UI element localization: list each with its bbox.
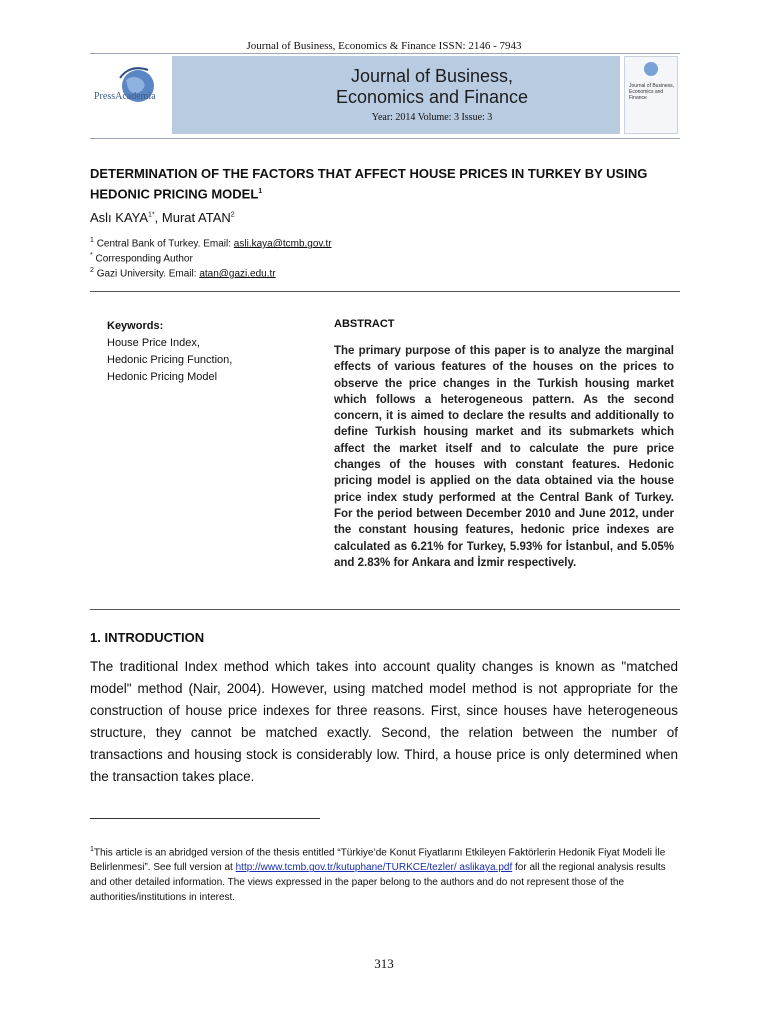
aff2-text: Gazi University. Email: <box>96 268 200 280</box>
title-footnote-mark: 1 <box>258 188 263 195</box>
footnote-thesis-link[interactable]: http://www.tcmb.gov.tr/kutuphane/TURKCE/tezler/ aslikaya.pdf <box>235 862 513 874</box>
introduction-heading: 1. INTRODUCTION <box>90 630 205 645</box>
aff-corr-text: Corresponding Author <box>95 253 193 265</box>
author-2-marks: 2 <box>230 211 235 219</box>
divider-top <box>90 291 680 292</box>
cover-globe-icon <box>625 57 677 81</box>
affiliation-1 <box>90 237 332 249</box>
abstract-text: The primary purpose of this paper is to analyze the marginal effects of various features of the houses on the prices to observe the price changes in the Turkish housing market which follows a heterogeneous pattern. As the second concern, it is aimed to declare the results and additionally to define Turkish housing market and its submarkets which affect the market itself and to calculate the pure price changes of the houses with constant features. Hedonic pricing model is applied on the data obtained via the house price index study performed at the Central Bank of Turkey. For the period between December 2010 and June 2012, under the constant housing features, hedonic price indexes are calculated as 6.21% for Turkey, 5.93% for İstanbul, and 5.05% and 2.83% for Ankara and İzmir respectively. <box>334 345 674 569</box>
author-separator: , <box>154 210 162 225</box>
journal-name <box>282 66 582 108</box>
issue-info: Year: 2014 Volume: 3 Issue: 3 <box>371 112 493 123</box>
keyword-item: Hedonic Pricing Function, <box>107 354 233 366</box>
cover-title: Journal of Business, Economics and Finance <box>629 83 675 101</box>
affiliation-2 <box>90 267 276 279</box>
press-academia-logo <box>90 56 170 136</box>
abstract-heading: ABSTRACT <box>334 318 395 330</box>
keyword-item: House Price Index, <box>107 337 200 349</box>
footnote-text-after: for all the regional analysis results and other detailed information. The views expressed in the paper belong to the authors and do not represent those of the authorities/institutions in interest. <box>90 862 666 904</box>
aff1-mark: 1 <box>90 237 94 244</box>
authors <box>90 210 235 225</box>
journal-name-line1: Journal of Business, <box>350 66 514 86</box>
footnote-text-before: This article is an abridged version of the thesis entitled “Türkiye’de Konut Fiyatlarını Etkileyen Faktörlerin Hedonik Fiyat Modeli İle Belirlenmesi”. See full version at <box>90 847 666 874</box>
author-1-marks: 1* <box>148 211 155 219</box>
journal-issn-line: Journal of Business, Economics & Finance ISSN: 2146 - 7943 <box>246 40 522 52</box>
introduction-text: The traditional Index method which takes into account quality changes is known as "matched model" method (Nair, 2004). However, using matched model method is not appropriate for the construction of house price indexes for three reasons. First, since houses have heterogeneous structure, they cannot be matched exactly. Second, the relation between the number of transactions and housing stock is considerably low. Third, a house price is only determined when the transaction takes place. <box>90 659 678 784</box>
affiliation-corresponding <box>90 252 193 264</box>
paper-title-text: DETERMINATION OF THE FACTORS THAT AFFECT HOUSE PRICES IN TURKEY BY USING HEDONIC PRICING MODEL <box>90 166 648 202</box>
paper-title <box>90 165 670 203</box>
aff1-text: Central Bank of Turkey. Email: <box>96 238 234 250</box>
author-2: Murat ATAN <box>161 210 231 225</box>
journal-title-panel <box>172 56 620 134</box>
keywords-block <box>107 318 232 386</box>
journal-cover-thumbnail <box>624 56 678 134</box>
footnote-rule <box>90 818 320 819</box>
keywords-heading: Keywords: <box>107 320 164 332</box>
footnote-mark: 1 <box>90 846 94 853</box>
keyword-item: Hedonic Pricing Model <box>107 371 218 383</box>
aff2-mark: 2 <box>90 267 94 274</box>
aff1-email-link[interactable]: asli.kaya@tcmb.gov.tr <box>233 238 332 250</box>
aff-corr-mark: * <box>90 252 93 259</box>
logo-text: PressAcademia <box>94 91 156 102</box>
journal-name-line2: Economics and Finance <box>335 87 529 107</box>
footnote <box>90 842 680 905</box>
page-number: 313 <box>374 956 394 971</box>
divider-bottom <box>90 609 680 610</box>
journal-header-band <box>90 53 680 139</box>
author-1: Aslı KAYA <box>90 210 149 225</box>
aff2-email-link[interactable]: atan@gazi.edu.tr <box>199 268 276 280</box>
